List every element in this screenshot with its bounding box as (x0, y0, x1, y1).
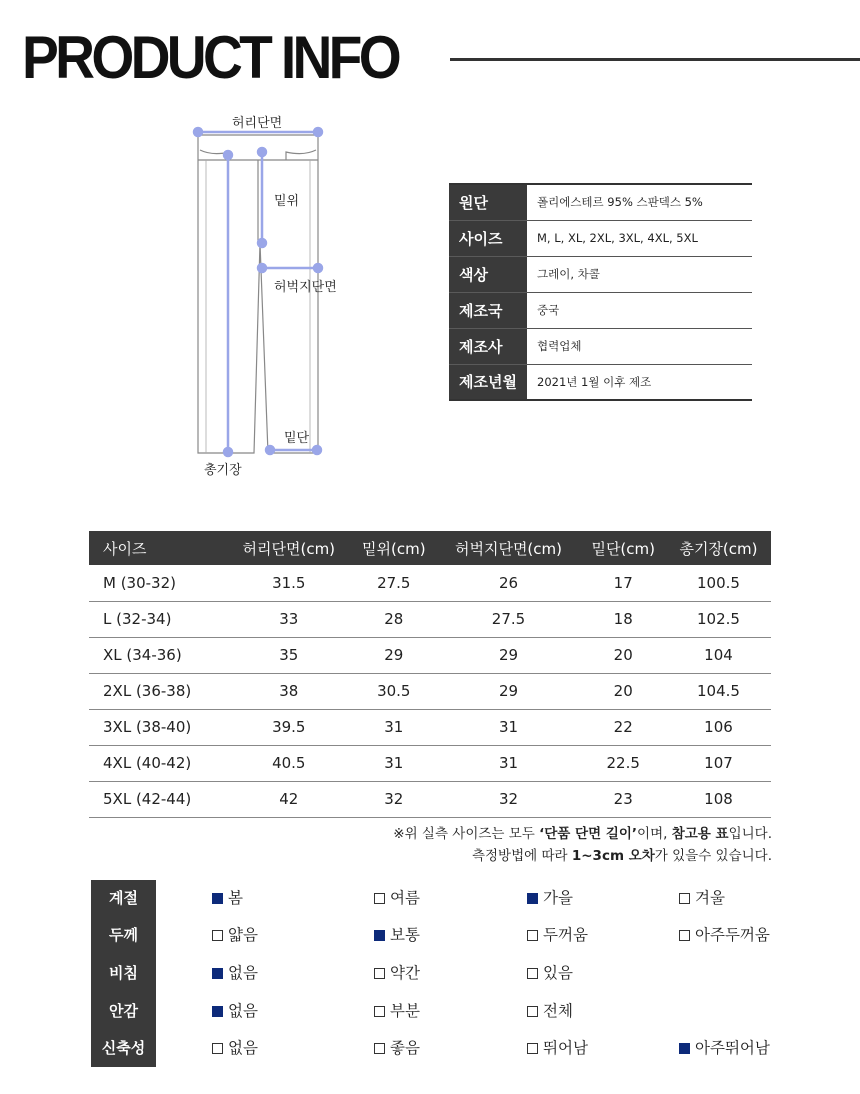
table-cell: 5XL (42-44) (89, 781, 227, 817)
product-info-table (449, 183, 752, 401)
column-header: 허리단면(cm) (227, 531, 351, 565)
attribute-label: 계절 (109, 889, 138, 907)
table-cell: 104.5 (666, 673, 771, 709)
checked-box-icon (212, 893, 223, 904)
pants-diagram (0, 0, 440, 500)
option-label: 부분 (390, 1002, 420, 1020)
table-cell: 31 (351, 709, 436, 745)
table-cell: 31 (351, 745, 436, 781)
info-row (449, 292, 752, 328)
info-row (449, 184, 752, 220)
note-text: 측정방법에 따라 (471, 848, 572, 864)
table-cell: 38 (227, 673, 351, 709)
column-header: 허벅지단면(cm) (437, 531, 581, 565)
table-row (89, 709, 771, 745)
option-label: 없음 (228, 1039, 258, 1057)
table-cell: 22 (580, 709, 665, 745)
checked-box-icon (374, 930, 385, 941)
unchecked-box-icon (212, 1043, 223, 1054)
unchecked-box-icon (527, 1006, 538, 1017)
table-cell: 31 (437, 709, 581, 745)
attribute-label: 신축성 (101, 1039, 146, 1057)
table-cell: 31 (437, 745, 581, 781)
attribute-row (91, 993, 781, 1030)
table-row (89, 601, 771, 637)
table-cell: 20 (580, 637, 665, 673)
table-cell: 17 (580, 565, 665, 601)
option-label: 약간 (390, 964, 420, 982)
thigh-measure-point (314, 264, 322, 272)
note-emphasis: 참고용 표 (671, 826, 729, 842)
info-key: 제조국 (449, 292, 527, 328)
note-text: ※위 실측 사이즈는 모두 (393, 826, 540, 842)
table-cell: 32 (437, 781, 581, 817)
option-label: 없음 (228, 964, 258, 982)
table-cell: 20 (580, 673, 665, 709)
option-label: 겨울 (695, 889, 725, 907)
attribute-label: 비침 (109, 964, 138, 982)
note-text: 가 있을수 있습니다. (654, 848, 772, 864)
table-row (89, 673, 771, 709)
option-label: 보통 (390, 926, 420, 944)
table-cell: 23 (580, 781, 665, 817)
info-value: 그레이, 차콜 (527, 256, 752, 292)
waist-label: 허리단면 (232, 116, 283, 131)
info-value: M, L, XL, 2XL, 3XL, 4XL, 5XL (527, 220, 752, 256)
unchecked-box-icon (374, 1006, 385, 1017)
waist-measure-point (314, 128, 322, 136)
waist-measure-point (194, 128, 202, 136)
info-key: 색상 (449, 256, 527, 292)
hem-measure-point (266, 446, 274, 454)
checked-box-icon (212, 1006, 223, 1017)
unchecked-box-icon (374, 968, 385, 979)
option-label: 여름 (390, 889, 420, 907)
table-cell: 27.5 (437, 601, 581, 637)
info-key: 원단 (449, 184, 527, 220)
info-key: 사이즈 (449, 220, 527, 256)
option-label: 있음 (543, 964, 573, 982)
column-header: 총기장(cm) (666, 531, 771, 565)
table-row (89, 637, 771, 673)
attribute-option (374, 880, 420, 917)
table-cell: 33 (227, 601, 351, 637)
attribute-option (374, 955, 420, 992)
attribute-option (527, 955, 573, 992)
table-cell: 2XL (36-38) (89, 673, 227, 709)
size-table-header (89, 531, 771, 565)
column-header: 밑단(cm) (580, 531, 665, 565)
column-header: 밑위(cm) (351, 531, 436, 565)
info-value: 협력업체 (527, 328, 752, 364)
option-label: 뛰어남 (543, 1039, 588, 1057)
attribute-option (374, 1030, 420, 1067)
option-label: 봄 (228, 889, 243, 907)
info-row (449, 328, 752, 364)
pants-illustration (0, 0, 440, 500)
table-cell: 100.5 (666, 565, 771, 601)
rise-measure-point (258, 239, 266, 247)
table-cell: 27.5 (351, 565, 436, 601)
right-pocket (286, 150, 316, 160)
page-title: PRODUCT INFO (22, 24, 398, 91)
rise-measure-point (258, 148, 266, 156)
attribute-row (91, 955, 781, 992)
attribute-option (679, 1030, 770, 1067)
table-cell: 30.5 (351, 673, 436, 709)
table-cell: 42 (227, 781, 351, 817)
attribute-label: 두께 (109, 926, 138, 944)
option-label: 없음 (228, 1002, 258, 1020)
table-cell: 40.5 (227, 745, 351, 781)
attribute-option (374, 917, 420, 954)
info-value: 폴리에스테르 95% 스판덱스 5% (527, 184, 752, 220)
thigh-label: 허벅지단면 (274, 280, 337, 295)
note-text: 입니다. (728, 826, 772, 842)
length-label: 총기장 (204, 463, 242, 478)
note-text: 이며, (637, 826, 672, 842)
info-key: 제조사 (449, 328, 527, 364)
table-cell: 29 (351, 637, 436, 673)
table-cell: 32 (351, 781, 436, 817)
attribute-option (212, 880, 243, 917)
table-row (89, 745, 771, 781)
hem-label: 밑단 (284, 431, 310, 446)
note-emphasis: 1~3cm 오차 (571, 848, 655, 864)
table-cell: 29 (437, 637, 581, 673)
unchecked-box-icon (212, 930, 223, 941)
unchecked-box-icon (679, 893, 690, 904)
table-cell: 29 (437, 673, 581, 709)
unchecked-box-icon (527, 968, 538, 979)
table-row (89, 565, 771, 601)
option-label: 전체 (543, 1002, 573, 1020)
checked-box-icon (679, 1043, 690, 1054)
length-measure-point (224, 448, 232, 456)
column-header: 사이즈 (89, 531, 227, 565)
checked-box-icon (212, 968, 223, 979)
table-cell: 108 (666, 781, 771, 817)
checked-box-icon (527, 893, 538, 904)
length-measure-point (224, 151, 232, 159)
attribute-option (679, 880, 725, 917)
title-divider (450, 58, 860, 61)
attribute-option (527, 993, 573, 1030)
table-row (89, 781, 771, 817)
attribute-option (212, 1030, 258, 1067)
table-cell: 28 (351, 601, 436, 637)
attribute-row (91, 1030, 781, 1067)
attribute-option (212, 917, 258, 954)
table-cell: 3XL (38-40) (89, 709, 227, 745)
attribute-option (527, 880, 573, 917)
table-cell: 107 (666, 745, 771, 781)
unchecked-box-icon (679, 930, 690, 941)
info-row (449, 220, 752, 256)
option-label: 아주뛰어남 (695, 1039, 770, 1057)
table-cell: 22.5 (580, 745, 665, 781)
attribute-option (374, 993, 420, 1030)
unchecked-box-icon (374, 1043, 385, 1054)
table-cell: 102.5 (666, 601, 771, 637)
attribute-option (212, 993, 258, 1030)
table-cell: 18 (580, 601, 665, 637)
note-emphasis: ‘단품 단면 길이’ (539, 826, 638, 842)
rise-label: 밑위 (274, 194, 300, 209)
table-cell: 35 (227, 637, 351, 673)
thigh-measure-point (258, 264, 266, 272)
attribute-row (91, 917, 781, 954)
attribute-label: 안감 (109, 1002, 138, 1020)
table-cell: 4XL (40-42) (89, 745, 227, 781)
table-cell: 39.5 (227, 709, 351, 745)
attribute-option (527, 1030, 588, 1067)
attribute-option (212, 955, 258, 992)
table-cell: 31.5 (227, 565, 351, 601)
info-row (449, 364, 752, 400)
table-cell: 106 (666, 709, 771, 745)
attribute-option (679, 917, 770, 954)
info-value: 중국 (527, 292, 752, 328)
measurement-note-2 (472, 844, 772, 864)
info-row (449, 256, 752, 292)
size-table (89, 531, 771, 818)
hem-measure-point (313, 446, 321, 454)
table-cell: L (32-34) (89, 601, 227, 637)
unchecked-box-icon (527, 930, 538, 941)
option-label: 두꺼움 (543, 926, 588, 944)
option-label: 가을 (543, 889, 573, 907)
attribute-option (527, 917, 588, 954)
unchecked-box-icon (374, 893, 385, 904)
option-label: 얇음 (228, 926, 258, 944)
info-key: 제조년월 (449, 364, 527, 400)
table-cell: 104 (666, 637, 771, 673)
option-label: 좋음 (390, 1039, 420, 1057)
table-cell: XL (34-36) (89, 637, 227, 673)
table-cell: M (30-32) (89, 565, 227, 601)
attribute-row (91, 880, 781, 917)
unchecked-box-icon (527, 1043, 538, 1054)
option-label: 아주두꺼움 (695, 926, 770, 944)
table-cell: 26 (437, 565, 581, 601)
info-value: 2021년 1월 이후 제조 (527, 364, 752, 400)
measurement-note-1 (393, 822, 772, 842)
